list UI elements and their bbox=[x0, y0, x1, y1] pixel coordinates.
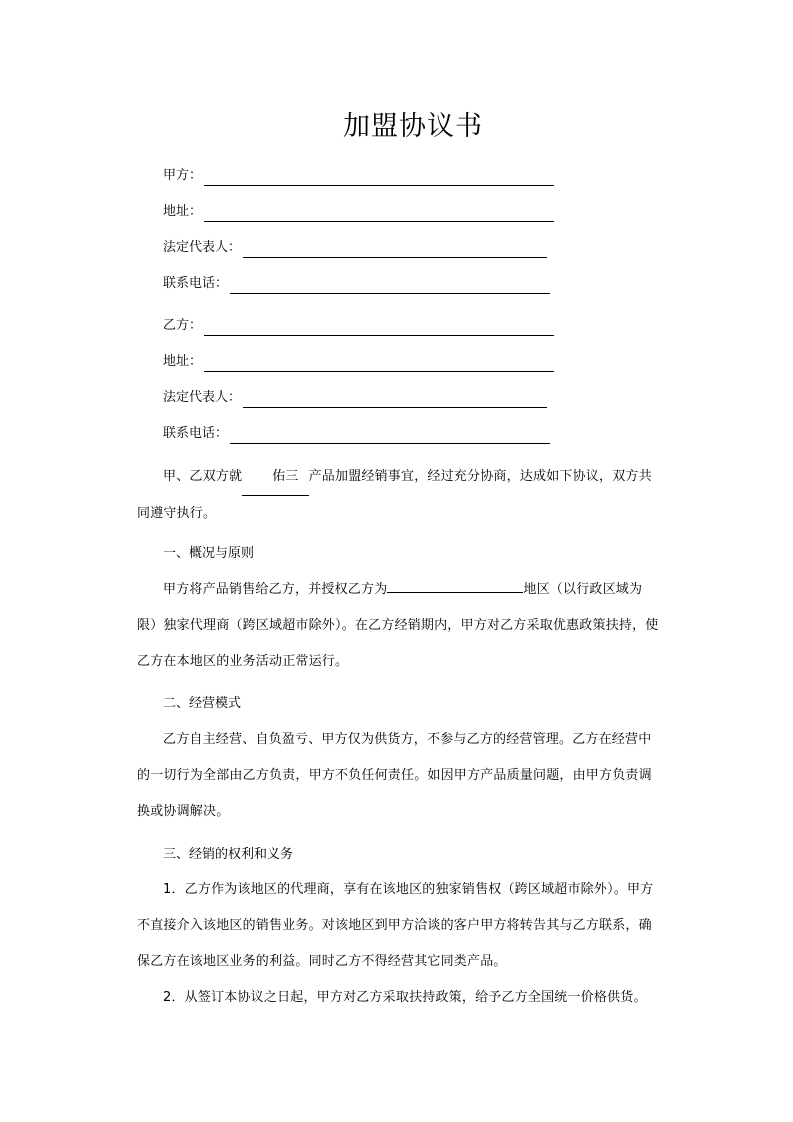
section2-heading: 二、经营模式 bbox=[163, 696, 242, 711]
party-a-address-row bbox=[163, 202, 554, 222]
party-a-rep-row bbox=[163, 238, 547, 258]
party-b-rep-label: 法定代表人： bbox=[163, 390, 242, 405]
section1-text-suffix: 地区（以行政区域为限）独家代理商（跨区域超市除外）。在乙方经销期内，甲方对乙方采取优惠政策扶持，使乙方在本地区的业务活动正常运行。 bbox=[137, 582, 659, 669]
party-a-name-label: 甲方： bbox=[163, 168, 203, 183]
party-b-rep-blank bbox=[243, 392, 547, 408]
party-b-address-blank bbox=[204, 356, 554, 372]
party-b-address-row bbox=[163, 352, 554, 372]
section3-item-2: 2．从签订本协议之日起，甲方对乙方采取扶持政策，给予乙方全国统一价格供货。 bbox=[163, 990, 647, 1005]
intro-prefix: 甲、乙双方就 bbox=[163, 469, 243, 484]
intro-paragraph bbox=[137, 459, 661, 532]
section2-paragraph: 乙方自主经营、自负盈亏、甲方仅为供货方，不参与乙方的经营管理。乙方在经营中的一切行为全部由乙方负责，甲方不负任何责任。如因甲方产品质量问题，由甲方负责调换或协调解决。 bbox=[137, 732, 652, 819]
intro-suffix: 产品加盟经销事宜，经过充分协商，达成如下协议，双方共同遵守执行。 bbox=[137, 469, 652, 521]
party-a-phone-label: 联系电话： bbox=[163, 276, 229, 291]
party-a-address-blank bbox=[204, 206, 554, 222]
party-b-address-label: 地址： bbox=[163, 354, 203, 369]
document-title: 加盟协议书 bbox=[343, 111, 483, 142]
party-a-name-row bbox=[163, 166, 554, 186]
section1-region-blank bbox=[387, 580, 523, 593]
party-a-address-label: 地址： bbox=[163, 204, 203, 219]
party-b-rep-row bbox=[163, 388, 547, 408]
party-b-name-label: 乙方： bbox=[163, 318, 203, 333]
party-b-name-row bbox=[163, 316, 554, 336]
section3-item-1: 1．乙方作为该地区的代理商，享有在该地区的独家销售权（跨区域超市除外）。甲方不直接介入该地区的销售业务。对该地区到甲方洽谈的客户甲方将转告其与乙方联系，确保乙方在该地区业务的利益。同时乙方不得经营其它同类产品。 bbox=[137, 882, 654, 969]
party-b-phone-row bbox=[163, 424, 550, 444]
party-a-rep-blank bbox=[243, 242, 547, 258]
party-a-phone-row bbox=[163, 274, 550, 294]
section3-heading: 三、经销的权利和义务 bbox=[163, 847, 294, 862]
party-a-phone-blank bbox=[230, 278, 550, 294]
party-a-rep-label: 法定代表人： bbox=[163, 240, 242, 255]
party-b-phone-label: 联系电话： bbox=[163, 426, 229, 441]
party-a-name-blank bbox=[204, 170, 554, 186]
section1-text-prefix: 甲方将产品销售给乙方，并授权乙方为 bbox=[163, 582, 388, 597]
party-b-name-blank bbox=[204, 320, 554, 336]
intro-product: 佑三 bbox=[242, 459, 308, 496]
party-b-phone-blank bbox=[230, 428, 550, 444]
section1-heading: 一、概况与原则 bbox=[163, 546, 255, 561]
section1-paragraph bbox=[137, 572, 661, 680]
